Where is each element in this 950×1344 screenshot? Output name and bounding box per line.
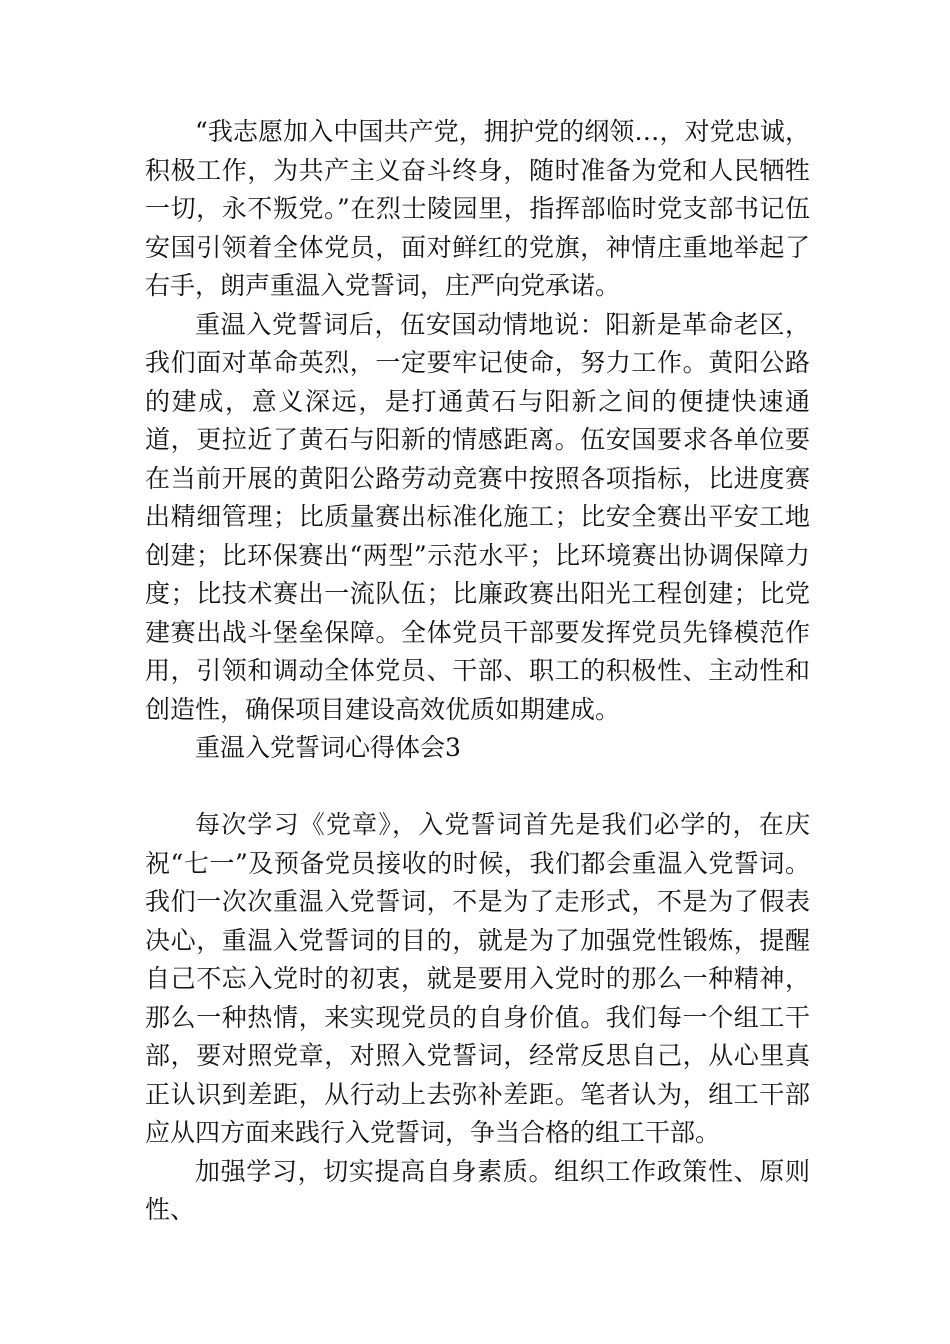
paragraph-study-party-constitution: 每次学习《党章》，入党誓词首先是我们必学的，在庆祝“七一”及预备党员接收的时候，我们都会重温入党誓词。我们一次次重温入党誓词，不是为了走形式，不是为了假表决心，重温入党誓词的目的，就是为了加强党性锻炼，提醒自己不忘入党时的初衷，就是要用入党时的那么一种精神，那么一种热情，来实现党员的自身价值。我们每一个组工干部，要对照党章，对照入党誓词，经常反思自己，从心里真正认识到差距，从行动上去弥补差距。笔者认为，组工干部应从四方面来践行入党誓词，争当合格的组工干部。: [145, 810, 810, 1147]
document-body: [145, 113, 810, 1230]
paragraph-oath: “我志愿加入中国共产党，拥护党的纲领…，对党忠诚，积极工作，为共产主义奋斗终身，随时准备为党和人民牺牲一切，永不叛党。”在烈士陵园里，指挥部临时党支部书记伍安国引领着全体党员，面对鲜红的党旗，神情庄重地举起了右手，朗声重温入党誓词，庄严向党承诺。: [145, 117, 810, 300]
paragraph-strengthen-learning: 加强学习，切实提高自身素质。组织工作政策性、原则性、: [145, 1156, 810, 1224]
paragraph-speech: 重温入党誓词后，伍安国动情地说：阳新是革命老区，我们面对革命英烈，一定要牢记使命，努力工作。黄阳公路的建成，意义深远，是打通黄石与阳新之间的便捷快速通道，更拉近了黄石与阳新的情感距离。伍安国要求各单位要在当前开展的黄阳公路劳动竞赛中按照各项指标，比进度赛出精细管理；比质量赛出标准化施工；比安全赛出平安工地创建；比环保赛出“两型”示范水平；比环境赛出协调保障力度；比技术赛出一流队伍；比廉政赛出阳光工程创建；比党建赛出战斗堡垒保障。全体党员干部要发挥党员先锋模范作用，引领和调动全体党员、干部、职工的积极性、主动性和创造性，确保项目建设高效优质如期建成。: [145, 309, 810, 724]
blank-line: [145, 768, 810, 807]
section-heading: 重温入党誓词心得体会3: [195, 733, 461, 762]
